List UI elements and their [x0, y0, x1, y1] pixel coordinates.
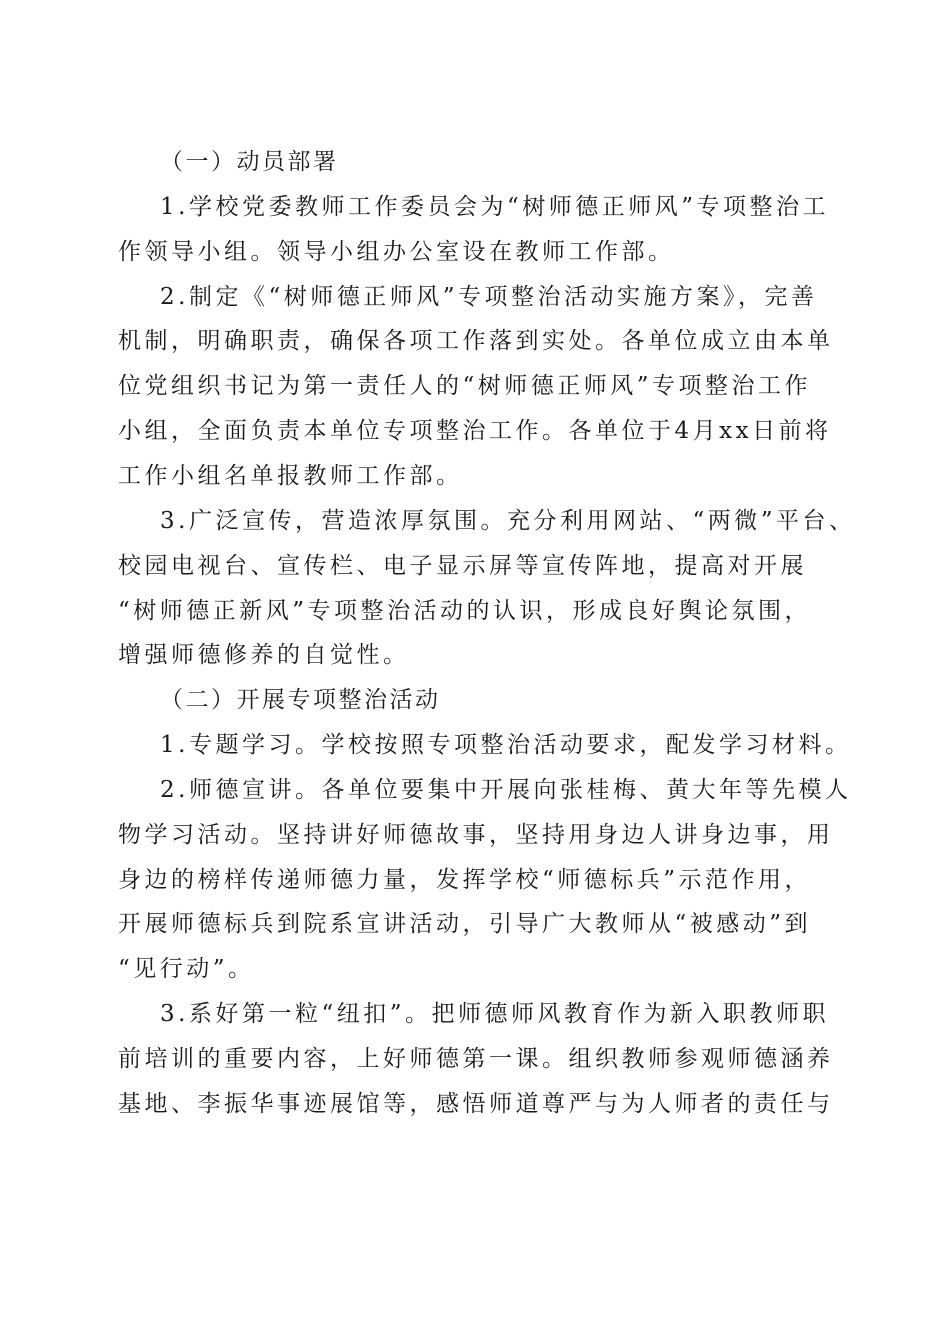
paragraph-line: 3.系好第一粒“纽扣”。把师德师风教育作为新入职教师职	[160, 1001, 829, 1027]
section-heading-activities: （二）开展专项整治活动	[160, 687, 441, 713]
paragraph-line: “见行动”。	[118, 956, 255, 982]
paragraph-line: 基地、李振华事迹展馆等，感悟师道尊严与为人师者的责任与	[118, 1091, 834, 1117]
paragraph-line: 2.师德宣讲。各单位要集中开展向张桂梅、黄大年等先模人	[160, 777, 852, 803]
paragraph-line: 校园电视台、宣传栏、电子显示屏等宣传阵地，提高对开展	[118, 553, 807, 579]
paragraph-line: 工作小组名单报教师工作部。	[118, 463, 463, 489]
paragraph-line: 物学习活动。坚持讲好师德故事，坚持用身边人讲身边事，用	[118, 822, 834, 848]
paragraph-line: 2.制定《“树师德正师风”专项整治活动实施方案》，完善	[160, 284, 818, 310]
paragraph-line: 位党组织书记为第一责任人的“树师德正师风”专项整治工作	[118, 373, 812, 399]
paragraph-line: 前培训的重要内容，上好师德第一课。组织教师参观师德涵养	[118, 1046, 834, 1072]
paragraph-line: 小组，全面负责本单位专项整治工作。各单位于4月xx日前将	[118, 418, 832, 444]
section-heading-mobilization: （一）动员部署	[160, 149, 339, 175]
paragraph-line: 3.广泛宣传，营造浓厚氛围。充分利用网站、“两微”平台、	[160, 508, 856, 534]
paragraph-line: 机制，明确职责，确保各项工作落到实处。各单位成立由本单	[118, 328, 834, 354]
paragraph-line: 1.学校党委教师工作委员会为“树师德正师风”专项整治工	[160, 194, 829, 220]
paragraph-line: 开展师德标兵到院系宣讲活动，引导广大教师从“被感动”到	[118, 911, 812, 937]
paragraph-line: “树师德正新风”专项整治活动的认识，形成良好舆论氛围，	[118, 598, 812, 624]
paragraph-line: 作领导小组。领导小组办公室设在教师工作部。	[118, 239, 675, 265]
paragraph-line: 1.专题学习。学校按照专项整治活动要求，配发学习材料。	[160, 732, 852, 758]
paragraph-line: 身边的榜样传递师德力量，发挥学校“师德标兵”示范作用，	[118, 867, 812, 893]
paragraph-line: 增强师德修养的自觉性。	[118, 642, 410, 668]
